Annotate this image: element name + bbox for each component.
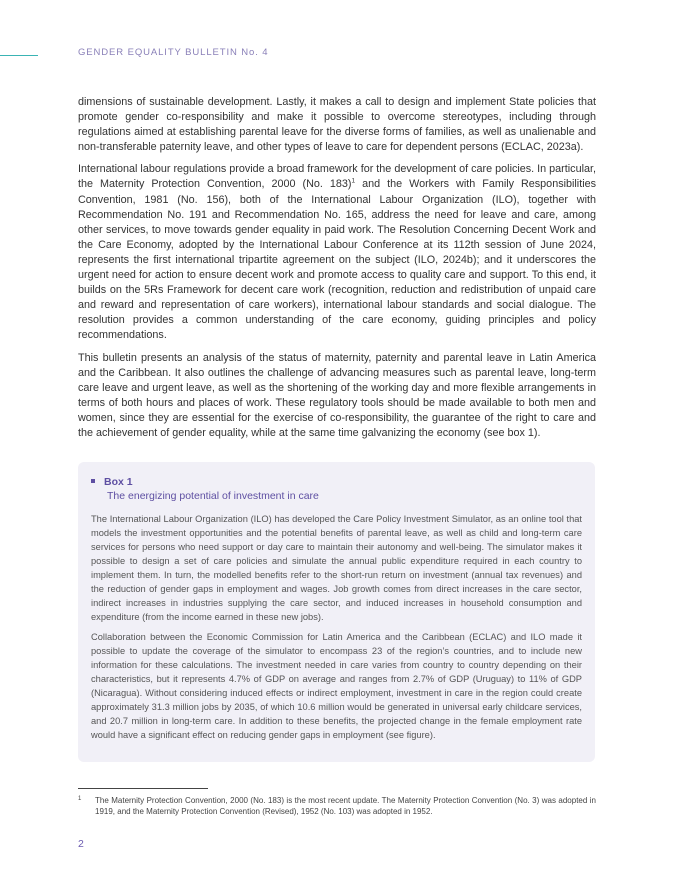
footnote xyxy=(78,795,596,817)
page-number: 2 xyxy=(78,838,84,850)
footnote-text: The Maternity Protection Convention, 2000 (No. 183) is the most recent update. The Maternity Protection Convention (No. 3) was adopted in 1919, and the Maternity Protection Convention (Revised), 1952 (No. 103) was adopted in 1952. xyxy=(95,796,596,816)
footnote-number: 1 xyxy=(78,796,82,802)
paragraph-text: International labour regulations provide a broad framework for the development of care policies. In particular, the Maternity Protection Convention, 2000 (No. 183) xyxy=(78,163,596,191)
paragraph xyxy=(78,162,596,343)
footnote-divider xyxy=(78,788,208,789)
paragraph-text: and the Workers with Family Responsibilities Convention, 1981 (No. 156), both of the International Labour Organization (ILO), together with Recommendation No. 191 and Recommendation No. 165, address the need for leave and care, among other services, to move towards gender equality in paid work. The Resolution Concerning Decent Work and the Care Economy, adopted by the International Labour Conference at its 112th session of June 2024, represents the first international tripartite agreement on the subject (ILO, 2024b); and it underscores the urgent need for action to ensure decent work and promote access to quality care and support. To this end, it builds on the 5Rs Framework for decent care work (recognition, reduction and redistribution of unpaid care and reward and representation of care workers), international labour standards and social dialogue. The resolution provides a common understanding of the care economy, guiding principles and policy recommendations. xyxy=(78,178,596,342)
box-paragraph: The International Labour Organization (ILO) has developed the Care Policy Investment Simulator, as an online tool that models the investment opportunities and the potential benefits of parental leave, as well as child and long-term care services for persons who need support or day care to maintain their autonomy and well-being. The simulator makes it possible to design a set of care policies and simulate the annual public expenditure required in each country to implement them. In turn, the modelled benefits refer to the short-run return on investment (annual tax revenues) and the reduction of gender gaps in employment and wages. Job growth comes from direct increases in the care sector, indirect increases in industries supplying the care sector, and induced increases in household consumption and expenditure (from the income earned in these new jobs). xyxy=(91,514,582,622)
box-paragraph: Collaboration between the Economic Commission for Latin America and the Caribbean (ECLAC) and ILO made it possible to update the coverage of the simulator to encompass 23 of the region’s countries, and to include new information for these calculations. The investment needed in care varies from country to country depending on their characteristics, but it represents 4.7% of GDP on average and ranges from 2.7% of GDP (Uruguay) to 11% of GDP (Nicaragua). Without considering induced effects or indirect employment, investment in care in the region could create approximately 31.3 million jobs by 2035, of which 10.6 million would be generated in universal early childcare services, and 20.7 million in long-term care. In addition to these benefits, the projected change in the female employment rate would have a significant effect on reducing gender gaps in employment (see figure). xyxy=(91,632,582,740)
box-body xyxy=(91,512,582,748)
bullet-icon xyxy=(91,479,95,483)
footnote-reference[interactable]: 1 xyxy=(351,177,356,185)
paragraph: This bulletin presents an analysis of the status of maternity, paternity and parental leave in Latin America and the Caribbean. It also outlines the challenge of advancing measures such as parental leave, long-term care leave and urgent leave, as well as the shortening of the working day and more flexible arrangements in terms of both hours and places of work. These regulatory tools should be made available to both men and women, since they are essential for the exercise of co-responsibility, the guarantee of the right to care and the achievement of gender equality, while at the same time galvanizing the economy (see box 1). xyxy=(78,351,596,439)
box-label-text: Box 1 xyxy=(104,476,133,488)
main-text xyxy=(78,95,596,448)
header-accent-rule xyxy=(0,55,38,56)
box-title: The energizing potential of investment in care xyxy=(107,490,319,502)
paragraph: dimensions of sustainable development. Lastly, it makes a call to design and implement State policies that promote gender co-responsibility and make it possible to overcome stereotypes, including through regulations aimed at establishing parental leave for the diverse forms of families, as well as unalienable and non-transferable paternity leave, and other types of leave to care for dependent persons (ECLAC, 2023a). xyxy=(78,96,596,154)
box-1 xyxy=(78,462,595,762)
box-label xyxy=(91,476,133,488)
running-header: GENDER EQUALITY BULLETIN No. 4 xyxy=(78,47,269,58)
